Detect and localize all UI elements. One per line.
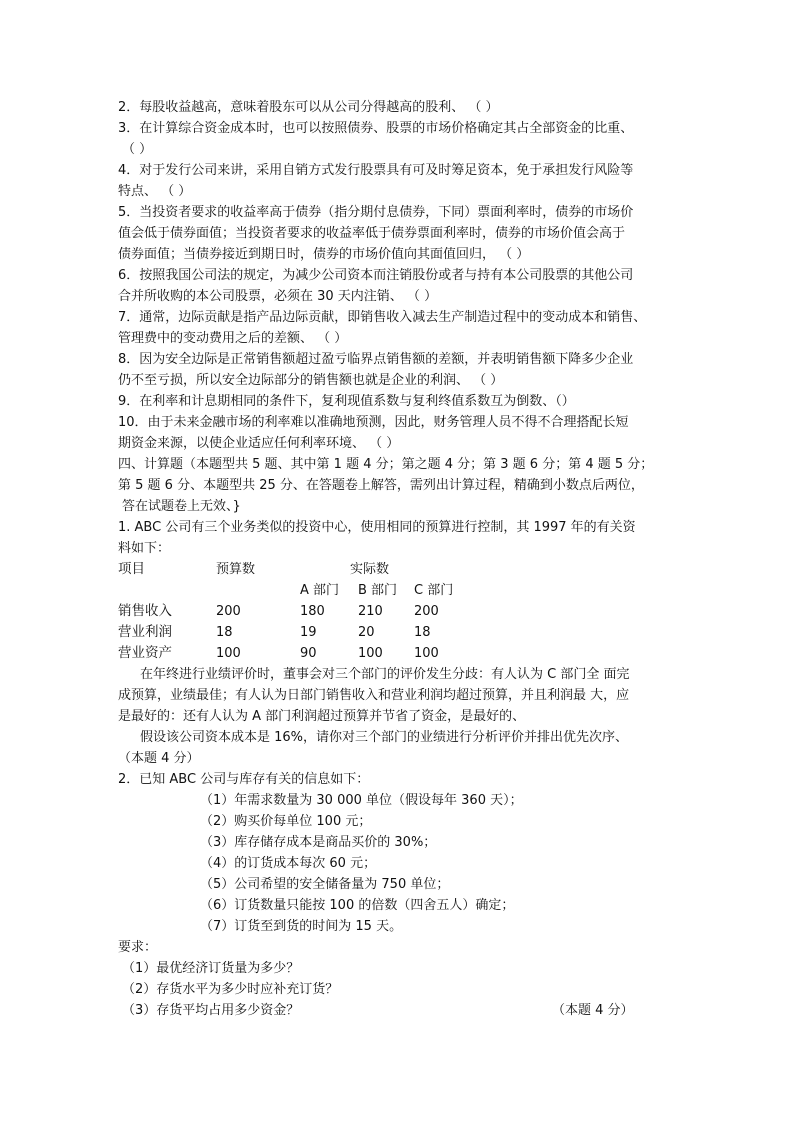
section-4-heading-line-1: 四、计算题（本题型共 5 题、其中第 1 题 4 分；第之题 4 分；第 3 题 6 分；第 4 题 5 分；: [118, 457, 654, 472]
question-5-line-3: 债券面值；当债券接近到期日时，债券的市场价值向其面值回归， （ ）: [118, 247, 530, 262]
requirement-item: （2）存货水平为多少时应补充订货？: [122, 982, 339, 997]
calc-2-intro: 2．已知 ABC 公司与库存有关的信息如下：: [118, 772, 370, 787]
question-10-line-2: 期资金来源，以使企业适应任何利率环境、 （ ）: [118, 436, 400, 451]
question-8-line-1: 8．因为安全边际是正常销售额超过盈亏临界点销售额的差额，并表明销售额下降多少企业: [118, 352, 634, 367]
question-7-line-1: 7．通常，边际贡献是指产品边际贡献，即销售收入减去生产制造过程中的变动成本和销售、: [118, 310, 647, 325]
calc-2-item: （4）的订货成本每次 60 元；: [200, 856, 377, 871]
table-row-label: 营业资产: [118, 645, 172, 661]
question-5-line-2: 值会低于债券面值；当投资者要求的收益率低于债券票面利率时，债券的市场价值会高于: [118, 226, 626, 241]
requirement-item-with-score: [118, 1000, 690, 1021]
table-cell-dept-c: 100: [414, 646, 439, 661]
calc-1-paragraph-1-line-3: 是最好的：还有人认为 A 部门利润超过预算并节省了资金，是最好的、: [118, 709, 526, 724]
table-cell-dept-c: 18: [414, 625, 431, 640]
calc-2-item: （1）年需求数量为 30 000 单位（假设每年 360 天）；: [200, 793, 523, 808]
requirement-item: （1）最优经济订货量为多少？: [122, 961, 300, 976]
calc-2-item: （7）订货至到货的时间为 15 天。: [200, 919, 403, 934]
requirements-title: 要求：: [118, 940, 158, 955]
question-2: 2．每股收益越高，意味着股东可以从公司分得越高的股利、 （ ）: [118, 100, 499, 115]
question-4-line-2: 特点、 （ ）: [118, 184, 192, 199]
question-9: 9．在利率和计息期相同的条件下，复利现值系数与复利终值系数互为倒数、（）: [118, 394, 575, 409]
table-cell-dept-c: 200: [414, 604, 439, 619]
table-cell-budget: 18: [216, 625, 233, 640]
table-cell-budget: 100: [216, 646, 241, 661]
question-5-line-1: 5．当投资者要求的收益率高于债券（指分期付息债券，下同）票面利率时，债券的市场价: [118, 205, 634, 220]
department-data-table: [118, 559, 690, 664]
question-6-line-2: 合并所收购的本公司股票，必须在 30 天内注销、 （ ）: [118, 289, 438, 304]
table-header-dept-a: A 部门: [300, 583, 340, 598]
table-cell-dept-b: 210: [358, 604, 383, 619]
table-header-actual: 实际数: [350, 562, 390, 577]
section-4-heading-line-2: 第 5 题 6 分、本题型共 25 分、在答题卷上解答，需列出计算过程，精确到小数点后两位，: [118, 478, 644, 493]
table-cell-budget: 200: [216, 604, 241, 619]
question-6-line-1: 6．按照我国公司法的规定，为减少公司资本而注销股份或者与持有本公司股票的其他公司: [118, 268, 634, 283]
question-10-line-1: 10．由于未来金融市场的利率难以准确地预测，因此，财务管理人员不得不合理搭配长短: [118, 415, 629, 430]
section-4-heading-line-3: 答在试题卷上无效、}: [122, 499, 241, 514]
calc-1-paragraph-1-line-2: 成预算，业绩最佳；有人认为日部门销售收入和营业利润均超过预算，并且利润最 大，应: [118, 688, 630, 703]
calc-1-intro-line-1: 1. ABC 公司有三个业务类似的投资中心，使用相同的预算进行控制，其 1997 年的有关资: [118, 520, 636, 535]
table-cell-dept-b: 20: [358, 625, 375, 640]
question-7-line-2: 管理费中的变动费用之后的差额、 （ ）: [118, 331, 348, 346]
table-row-label: 销售收入: [118, 603, 172, 619]
calc-2-item: （2）购买价每单位 100 元；: [200, 814, 372, 829]
calc-2-item: （6）订货数量只能按 100 的倍数（四舍五人）确定；: [200, 898, 515, 913]
table-cell-dept-a: 90: [300, 646, 317, 661]
table-header-item: 项目: [118, 561, 145, 577]
table-header-budget: 预算数: [216, 562, 256, 577]
table-row-label: 营业利润: [118, 624, 172, 640]
document-page: [118, 97, 690, 1021]
question-8-line-2: 仍不至亏损，所以安全边际部分的销售额也就是企业的利润、 （ ）: [118, 373, 504, 388]
calc-2-item: （5）公司希望的安全储备量为 750 单位；: [200, 877, 450, 892]
calc-1-paragraph-2-line-2: （本题 4 分）: [118, 751, 200, 766]
calc-1-intro-line-2: 料如下：: [118, 541, 171, 556]
question-3-line-2: （ ）: [122, 142, 153, 157]
question-3-line-1: 3．在计算综合资金成本时，也可以按照债券、股票的市场价格确定其占全部资金的比重、: [118, 121, 634, 136]
question-4-line-1: 4．对于发行公司来讲，采用自销方式发行股票具有可及时筹足资本，免于承担发行风险等: [118, 163, 634, 178]
score-note: （本题 4 分）: [552, 1003, 634, 1018]
calc-1-paragraph-2-line-1: 假设该公司资本成本是 16%，请你对三个部门的业绩进行分析评价并排出优先次序、: [140, 730, 629, 745]
table-cell-dept-a: 180: [300, 604, 325, 619]
calc-1-paragraph-1-line-1: 在年终进行业绩评价时，董事会对三个部门的评价发生分歧：有人认为 C 部门全 面完: [140, 667, 630, 682]
calc-2-item: （3）库存储存成本是商品买价的 30%；: [200, 835, 437, 850]
table-header-dept-c: C 部门: [414, 583, 454, 598]
table-cell-dept-b: 100: [358, 646, 383, 661]
table-header-dept-b: B 部门: [358, 583, 398, 598]
table-cell-dept-a: 19: [300, 625, 317, 640]
requirement-item-text: （3）存货平均占用多少资金？: [122, 1003, 300, 1018]
